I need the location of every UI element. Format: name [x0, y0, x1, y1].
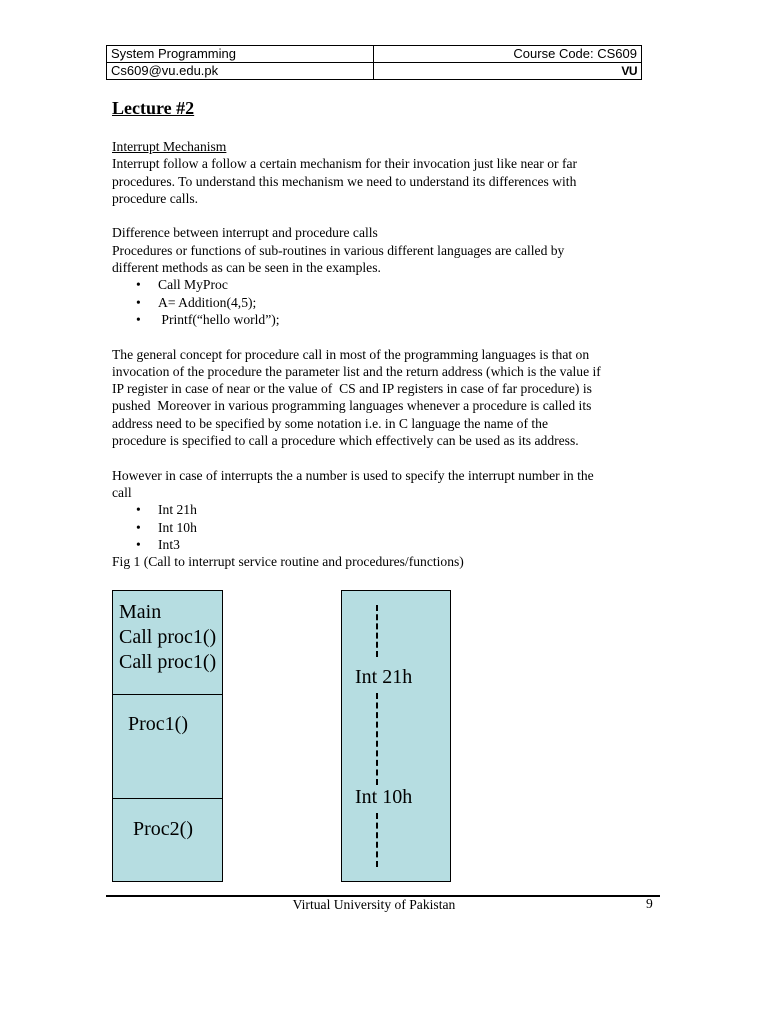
proc1-label: Proc1(): [128, 713, 188, 735]
list-item: [112, 294, 662, 311]
list-item-text: Int 10h: [158, 519, 197, 535]
paragraph-gap: [112, 449, 662, 466]
list-item: [112, 501, 662, 518]
footer-university: Virtual University of Pakistan: [292, 897, 456, 912]
paragraph-line: procedures. To understand this mechanism we need to understand its differences with: [112, 173, 577, 189]
paragraph-gap: [112, 328, 662, 345]
lecture-title: Lecture #2: [112, 98, 195, 118]
paragraph-line: procedure calls.: [112, 190, 199, 206]
dashed-flow-line: [376, 813, 378, 867]
bullet-icon: •: [136, 294, 141, 310]
list-item: [112, 276, 662, 293]
interrupt-flow-box: [341, 590, 451, 882]
section-heading-interrupt-mechanism: Interrupt Mechanism: [112, 139, 227, 154]
main-section: [113, 591, 222, 695]
paragraph-line: IP register in case of near or the value of CS and IP registers in case of far procedure) is: [112, 381, 592, 397]
list-item-text: Call MyProc: [158, 277, 228, 293]
paragraph-line: different methods as can be seen in the examples.: [112, 260, 381, 276]
paragraph-line: However in case of interrupts the a number is used to specify the interrupt number in the: [112, 467, 594, 483]
list-item-text: Printf(“hello world”);: [158, 311, 280, 327]
interrupt-examples-list: [112, 501, 662, 553]
list-item: [112, 536, 662, 553]
list-item-text: Int3: [158, 536, 180, 552]
section-heading-difference: Difference between interrupt and procedure calls: [112, 225, 378, 241]
paragraph-gap: [112, 207, 662, 224]
proc1-section: [113, 695, 222, 799]
figure-caption: Fig 1 (Call to interrupt service routine and procedures/functions): [112, 554, 464, 570]
bullet-icon: •: [136, 277, 141, 293]
proc2-label: Proc2(): [133, 818, 193, 840]
paragraph-line: procedure is specified to call a procedure which effectively can be used as its address.: [112, 433, 579, 449]
paragraph-line: Interrupt follow a follow a certain mechanism for their invocation just like near or far: [112, 156, 578, 172]
proc2-section: [113, 799, 222, 881]
procedure-stack-box: [112, 590, 223, 882]
document-body: [112, 138, 662, 570]
bullet-icon: •: [136, 311, 141, 327]
call-proc1-label: Call proc1(): [119, 626, 217, 648]
vu-logo: VU: [621, 64, 637, 78]
main-label: Main: [119, 601, 162, 623]
vu-logo-cell: [374, 63, 642, 80]
paragraph-line: call: [112, 484, 132, 500]
header-row-1: [107, 46, 642, 63]
course-code: Course Code: CS609: [374, 46, 642, 63]
procedure-examples-list: [112, 276, 662, 328]
paragraph-line: The general concept for procedure call in most of the programming languages is that on: [112, 346, 590, 362]
int21h-label: Int 21h: [355, 666, 413, 688]
call-diagram: [112, 590, 512, 884]
list-item: [112, 519, 662, 536]
list-item-text: A= Addition(4,5);: [158, 294, 257, 310]
paragraph-line: pushed Moreover in various programming languages whenever a procedure is called its: [112, 398, 592, 414]
int10h-label: Int 10h: [355, 786, 413, 808]
header-table: [106, 45, 642, 80]
course-name: System Programming: [107, 46, 374, 63]
header-row-2: [107, 63, 642, 80]
dashed-flow-line: [376, 605, 378, 657]
bullet-icon: •: [136, 502, 141, 518]
list-item-text: Int 21h: [158, 502, 197, 518]
list-item: [112, 311, 662, 328]
dashed-flow-line: [376, 693, 378, 785]
paragraph-line: address need to be specified by some notation i.e. in C language the name of the: [112, 415, 549, 431]
bullet-icon: •: [136, 519, 141, 535]
call-proc1-label-2: Call proc1(): [119, 651, 217, 673]
page-number: 9: [646, 896, 653, 911]
bullet-icon: •: [136, 536, 141, 552]
paragraph-line: Procedures or functions of sub-routines in various different languages are called by: [112, 242, 565, 258]
course-email: Cs609@vu.edu.pk: [107, 63, 374, 80]
paragraph-line: invocation of the procedure the parameter list and the return address (which is the value if: [112, 363, 601, 379]
